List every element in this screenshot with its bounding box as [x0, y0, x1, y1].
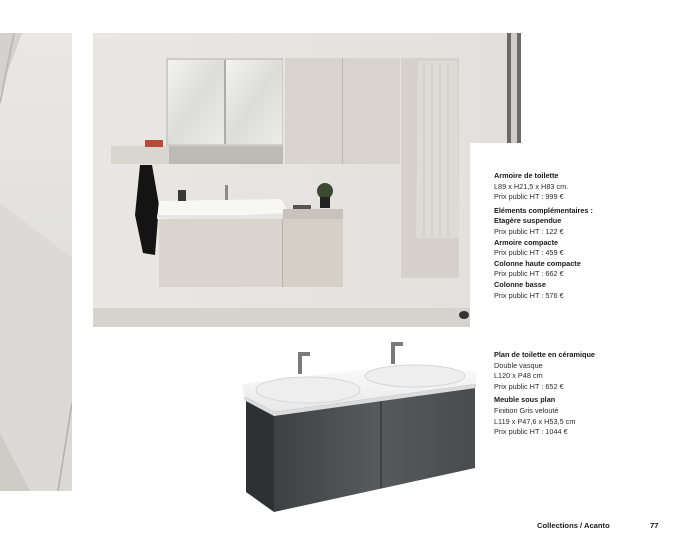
double-vanity-product-image — [238, 338, 483, 520]
spec-vanity-line: Meuble sous plan — [494, 395, 556, 405]
spec-vanity-line: Prix public HT : 1044 € — [494, 427, 568, 437]
spec-cabinet-line: Armoire compacte — [494, 237, 559, 247]
spec-vanity-line: Double vasque — [494, 360, 543, 370]
spec-cabinet-line: Prix public HT : 576 € — [494, 290, 564, 300]
spec-vanity-line: Finition Gris velouté — [494, 405, 559, 415]
spec-block-vanity — [494, 350, 595, 438]
spec-cabinet-line: Prix public HT : 459 € — [494, 248, 564, 258]
spec-cabinet-line: L89 x H21,5 x H83 cm. — [494, 181, 569, 191]
footer-section-title: Collections / Acanto — [537, 521, 610, 530]
spec-vanity-line: L120 x P48 cm — [494, 371, 543, 381]
spec-vanity-line: Prix public HT : 652 € — [494, 381, 564, 391]
spec-cabinet-line: Prix public HT : 999 € — [494, 192, 564, 202]
bathroom-photo — [93, 33, 521, 327]
spec-vanity-line: Plan de toilette en céramique — [494, 350, 595, 359]
spec-cabinet-line: Colonne haute compacte — [494, 258, 581, 268]
spec-cabinet-line: Prix public HT : 662 € — [494, 269, 564, 279]
spec-cabinet-line: Prix public HT : 122 € — [494, 226, 564, 236]
page-number: 77 — [650, 521, 659, 530]
spec-cabinet-line: Colonne basse — [494, 279, 546, 289]
spec-cabinet-line: Etagère suspendue — [494, 216, 562, 226]
spec-cabinet-line: Eléments complémentaires : — [494, 205, 593, 215]
left-cropped-photo — [0, 33, 72, 491]
spec-cabinet-line: Armoire de toilette — [494, 171, 559, 180]
spec-vanity-line: L119 x P47,6 x H53,5 cm — [494, 416, 576, 426]
spec-block-cabinet — [494, 171, 593, 301]
